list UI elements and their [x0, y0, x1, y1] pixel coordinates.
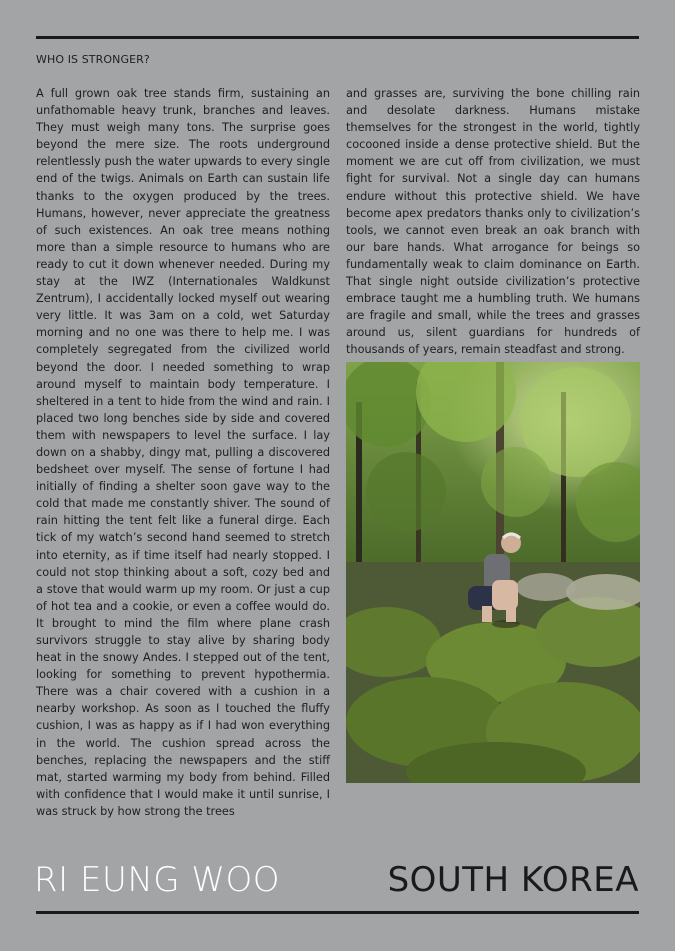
artist-country: SOUTH KOREA — [387, 860, 639, 900]
artist-name: RI EUNG WOO — [34, 860, 281, 900]
forest-photo — [346, 362, 640, 783]
top-rule — [36, 36, 639, 39]
article-heading: WHO IS STRONGER? — [36, 53, 150, 66]
bottom-rule — [36, 911, 639, 914]
article-column-right: and grasses are, surviving the bone chilling rain and desolate darkness. Humans mistake themselves for the strongest in the world, tightly cocooned inside a dense protective shield. But the moment we are cut off from civilization, we must fight for survival. Not a single day can humans endure without this protective shield. We have become apex predators thanks only to civilization’s tools, we cannot even break an oak branch with our bare hands. What arrogance for beings so fundamentally weak to claim dominance on Earth. That single night outside civilization’s protective embrace taught me a humbling truth. We humans are fragile and small, while the trees and grasses around us, silent guardians for hundreds of thousands of years, remain steadfast and strong. — [346, 87, 640, 357]
article-column-left: A full grown oak tree stands firm, sustaining an unfathomable heavy trunk, branches and leaves. They must weigh many tons. The surprise goes beyond the mere size. The roots underground relentlessly push the water upwards to every single end of the twigs. Animals on Earth can sustain life thanks to the oxygen produced by the trees. Humans, however, never appreciate the greatness of such existences. An oak tree means nothing more than a simple resource to humans who are ready to cut it down whenever needed. During my stay at the IWZ (Internationales Waldkunst Zentrum), I accidentally locked myself out wearing very little. It was 3am on a cold, wet Saturday morning and no one was there to help me. I was completely segregated from the civilized world beyond the door. I needed something to wrap around myself to maintain body temperature. I sheltered in a tent to hide from the wind and rain. I placed two long benches side by side and covered them with newspapers to level the surface. I lay down on a shabby, dingy mat, pulling a discovered bedsheet over myself. The sense of fortune I had initially of finding a shelter soon gave way to the cold that made me constantly shiver. The sound of rain hitting the tent felt like a funeral dirge. Each tick of my watch’s second hand seemed to stretch into eternity, as if time itself had nearly stopped. I could not stop thinking about a soft, cozy bed and a stove that would warm up my room. Or just a cup of hot tea and a cookie, or even a coffee would do. It brought to mind the film where plane crash survivors struggle to stay alive by sharing body heat in the snowy Andes. I stepped out of the tent, looking for something to prevent hypothermia. There was a chair covered with a cushion in a nearby workshop. As soon as I touched the fluffy cushion, I was as happy as if I had won everything in the world. The cushion spread across the benches, replacing the newspapers and the stiff mat, started warming my body from behind. Filled with confidence that I would make it until sunrise, I was struck by how strong the trees — [36, 87, 330, 818]
